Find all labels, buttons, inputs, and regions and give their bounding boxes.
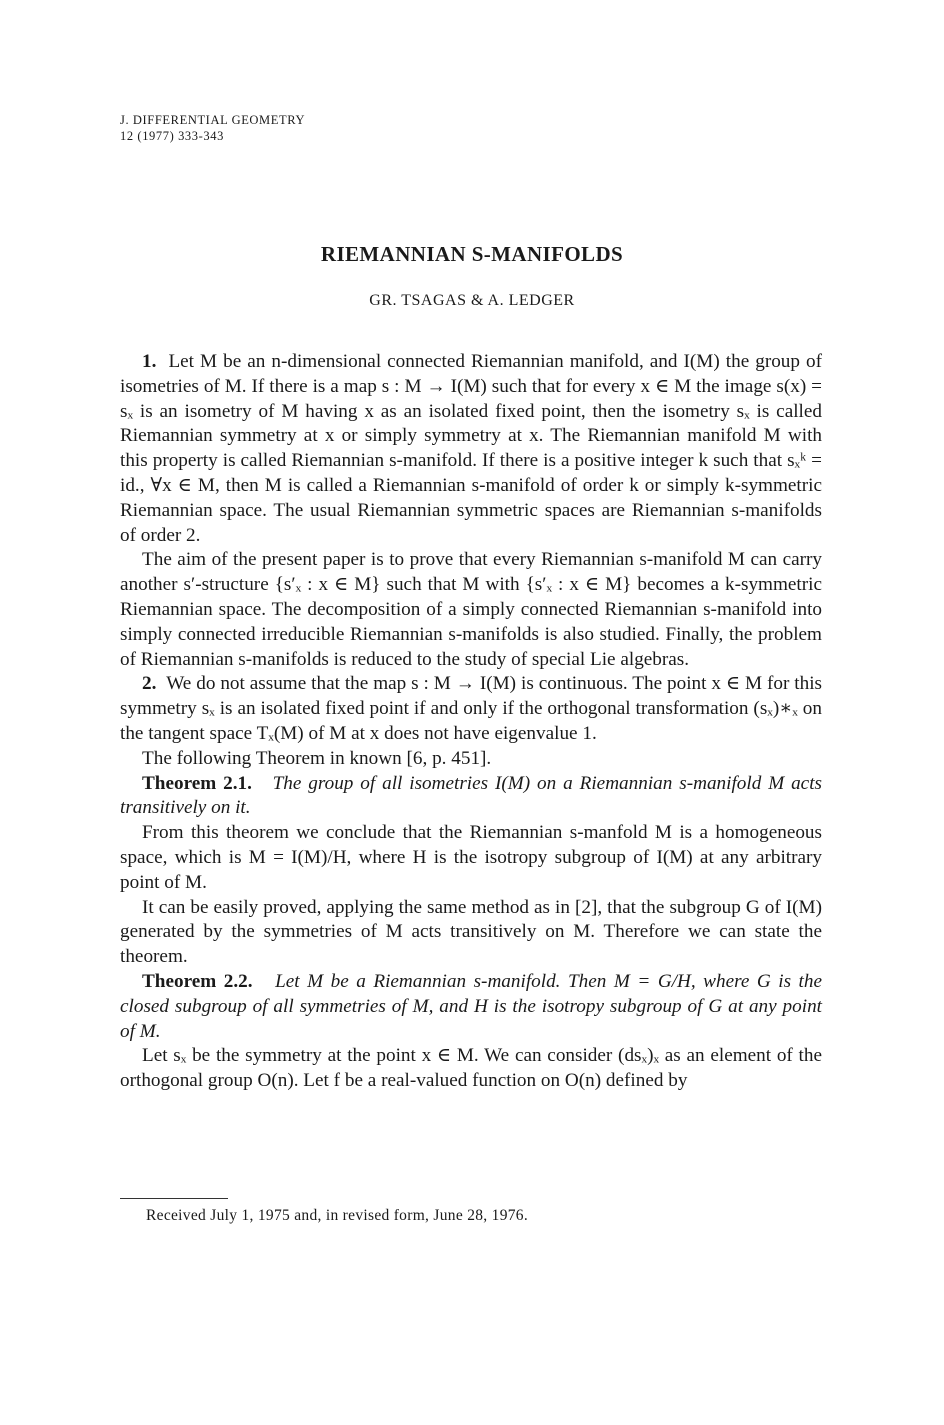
footnote-rule bbox=[120, 1198, 228, 1199]
section-2-paragraph-3: From this theorem we conclude that the Riemannian s-manfold M is a homogeneous space, which is M = I(M)/H, where H is the isotropy subgroup of I(M) at any arbitrary point of M. bbox=[120, 822, 822, 893]
journal-name: J. DIFFERENTIAL GEOMETRY bbox=[120, 113, 306, 127]
section-1-paragraph-1 bbox=[120, 350, 822, 548]
theorem-2-1-label: Theorem 2.1. bbox=[142, 772, 252, 794]
section-1-number: 1. bbox=[142, 351, 157, 372]
section-2-paragraph-1 bbox=[120, 672, 822, 746]
footnote-received: Received July 1, 1975 and, in revised form, June 28, 1976. bbox=[146, 1207, 529, 1224]
paper-body bbox=[120, 350, 822, 1094]
section-1-text-1: Let M be an n-dimensional connected Riemannian manifold, and I(M) the group of isometries of M. If there is a map s : M → I(M) such that for every x ∈ M the image s(x) = sₓ is an isometry of M having x as an isolated fixed point, then the isometry sₓ is called Riemannian symmetry at x or simply symmetry at x. The Riemannian manifold M with this property is called Riemannian s-manifold. If there is a positive integer k such that sₓᵏ = id., ∀x ∈ M, then M is called a Riemannian s-manifold of order k or simply k-symmetric Riemannian space. The usual Riemannian symmetric spaces are Riemannian s-manifolds of order 2. bbox=[120, 351, 822, 546]
section-2-text-1: We do not assume that the map s : M → I(M) is continuous. The point x ∈ M for this symmetry sₓ is an isolated fixed point if and only if the orthogonal transformation (sₓ)∗ₓ on the tangent space Tₓ(M) of M at x does not have eigenvalue 1. bbox=[120, 673, 822, 744]
journal-volume-pages: 12 (1977) 333-343 bbox=[120, 129, 224, 143]
theorem-2-1-text: The group of all isometries I(M) on a Riemannian s-manifold M acts transitively on it. bbox=[120, 772, 822, 819]
section-2-paragraph-4: It can be easily proved, applying the same method as in [2], that the subgroup G of I(M) generated by the symmetries of M acts transitively on M. Therefore we can state the theorem. bbox=[120, 896, 822, 968]
section-2-paragraph-2: The following Theorem in known [6, p. 451]. bbox=[142, 747, 492, 769]
theorem-2-2-label: Theorem 2.2. bbox=[142, 970, 253, 992]
theorem-2-2 bbox=[120, 970, 822, 1044]
journal-header bbox=[120, 112, 305, 144]
theorem-2-2-text: Let M be a Riemannian s-manifold. Then M = G/H, where G is the closed subgroup of all symmetries of M, and H is the isotropy subgroup of G at any point of M. bbox=[120, 970, 823, 1042]
theorem-2-1 bbox=[120, 772, 822, 822]
paper-title: RIEMANNIAN S-MANIFOLDS bbox=[320, 242, 624, 266]
section-1-paragraph-2: The aim of the present paper is to prove that every Riemannian s-manifold M can carry another s′-structure {s′ₓ : x ∈ M} such that M with {s′ₓ : x ∈ M} becomes a k-symmetric Riemannian space. The decomposition of a simply connected Riemannian s-manifold into simply connected irreducible Riemannian s-manifolds is also studied. Finally, the problem of Riemannian s-manifolds is reduced to the study of special Lie algebras. bbox=[120, 549, 822, 670]
section-2-paragraph-5: Let sₓ be the symmetry at the point x ∈ M. We can consider (dsₓ)ₓ as an element of the orthogonal group O(n). Let f be a real-valued function on O(n) defined by bbox=[120, 1045, 822, 1092]
paper-authors: GR. TSAGAS & A. LEDGER bbox=[369, 292, 575, 309]
section-2-number: 2. bbox=[142, 673, 157, 695]
